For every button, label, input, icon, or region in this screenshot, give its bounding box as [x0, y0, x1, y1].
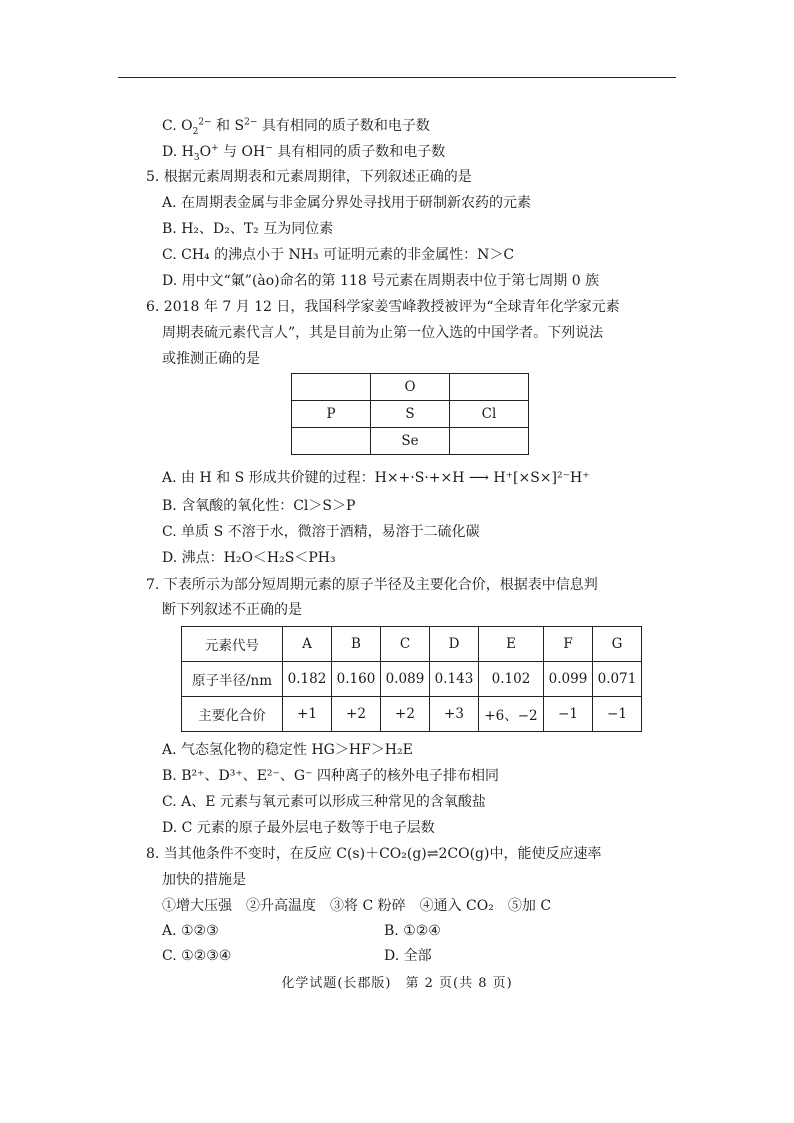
table-cell: F: [544, 627, 593, 662]
q7-stem-line1: 7. 下表所示为部分短周期元素的原子半径及主要化合价，根据表中信息判: [146, 577, 598, 593]
q7-option-d: D. C 元素的原子最外层电子数等于电子层数: [162, 820, 435, 836]
table-cell: +2: [332, 697, 381, 732]
q6-option-b: B. 含氧酸的氧化性：Cl＞S＞P: [162, 498, 356, 514]
q6-stem-line2: 周期表硫元素代言人”，其是目前为止第一位入选的中国学者。下列说法: [162, 325, 604, 341]
table-cell: 元素代号: [182, 627, 283, 662]
table-cell: C: [381, 627, 430, 662]
q8-stem-line2: 加快的措施是: [162, 872, 246, 888]
table-cell: G: [593, 627, 642, 662]
table-cell: 原子半径/nm: [182, 662, 283, 697]
q8-option-b: B. ①②④: [384, 923, 441, 939]
table-cell: 0.102: [479, 662, 544, 697]
q7-option-b: B. B²⁺、D³⁺、E²⁻、G⁻ 四种离子的核外电子排布相同: [162, 768, 499, 784]
periodic-table-fragment: [291, 373, 529, 455]
table-cell: +2: [381, 697, 430, 732]
table-row: [292, 374, 529, 401]
table-cell: 0.089: [381, 662, 430, 697]
table-cell: 0.143: [430, 662, 479, 697]
table-cell: −1: [593, 697, 642, 732]
q6-stem-line3: 或推测正确的是: [162, 351, 260, 367]
q5-option-a: A. 在周期表金属与非金属分界处寻找用于研制新农药的元素: [162, 195, 532, 211]
q7-option-c: C. A、E 元素与氧元素可以形成三种常见的含氧酸盐: [162, 794, 486, 810]
q6-option-d: D. 沸点：H₂O＜H₂S＜PH₃: [162, 550, 336, 566]
table-cell: P: [292, 401, 371, 428]
table-cell: D: [430, 627, 479, 662]
q7-stem-line2: 断下列叙述不正确的是: [162, 602, 302, 618]
q8-option-a: A. ①②③: [162, 923, 219, 939]
table-row: [292, 401, 529, 428]
q5-option-d: D. 用中文“氭”(ào)命名的第 118 号元素在周期表中位于第七周期 0 族: [162, 273, 600, 289]
table-cell: [292, 428, 371, 455]
table-cell: E: [479, 627, 544, 662]
q5-stem: 5. 根据元素周期表和元素周期律，下列叙述正确的是: [146, 169, 472, 185]
table-row: [182, 662, 642, 697]
q8-option-c: C. ①②③④: [162, 948, 232, 964]
table-cell: [450, 374, 529, 401]
table-row: [292, 428, 529, 455]
table-cell: B: [332, 627, 381, 662]
q8-stem-line1: 8. 当其他条件不变时，在反应 C(s)＋CO₂(g)⇌2CO(g)中，能使反应速率: [146, 846, 602, 862]
table-cell: [292, 374, 371, 401]
table-cell: 0.182: [283, 662, 332, 697]
q5-option-c: C. CH₄ 的沸点小于 NH₃ 可证明元素的非金属性：N＞C: [162, 247, 515, 263]
table-cell: −1: [544, 697, 593, 732]
table-cell: 0.071: [593, 662, 642, 697]
table-cell: A: [283, 627, 332, 662]
q7-option-a: A. 气态氢化物的稳定性 HG＞HF＞H₂E: [162, 742, 413, 758]
header-rule: [118, 77, 676, 78]
q8-option-d: D. 全部: [384, 948, 432, 964]
q6-option-a: A. 由 H 和 S 形成共价键的过程：H×+·S·+×H ⟶ H⁺[×S×]²⁻H⁺: [162, 470, 590, 486]
table-cell: O: [371, 374, 450, 401]
q6-stem-line1: 6. 2018 年 7 月 12 日，我国科学家姜雪峰教授被评为“全球青年化学家元素: [146, 299, 620, 315]
table-cell: +3: [430, 697, 479, 732]
element-data-table: [181, 626, 642, 732]
table-cell: 0.160: [332, 662, 381, 697]
table-row: [182, 627, 642, 662]
table-cell: +6、−2: [479, 697, 544, 732]
table-cell: Se: [371, 428, 450, 455]
q4-option-d: D. $H_3O^+$ 与 OH− 具有相同的质子数和电子数: [162, 143, 446, 163]
q5-option-b: B. H₂、D₂、T₂ 互为同位素: [162, 221, 334, 237]
page-footer: 化学试题(长郡版) 第 2 页(共 8 页): [281, 976, 513, 991]
q6-option-c: C. 单质 S 不溶于水，微溶于酒精，易溶于二硫化碳: [162, 524, 480, 540]
table-cell: [450, 428, 529, 455]
table-cell: 主要化合价: [182, 697, 283, 732]
q4-option-c: C. $O_2^{2-}$ 和 $S^{2-}$ 具有相同的质子数和电子数: [162, 117, 430, 137]
table-cell: +1: [283, 697, 332, 732]
table-cell: Cl: [450, 401, 529, 428]
q8-measures: ①增大压强 ②升高温度 ③将 C 粉碎 ④通入 CO₂ ⑤加 C: [162, 898, 552, 914]
table-row: [182, 697, 642, 732]
table-cell: 0.099: [544, 662, 593, 697]
table-cell: S: [371, 401, 450, 428]
